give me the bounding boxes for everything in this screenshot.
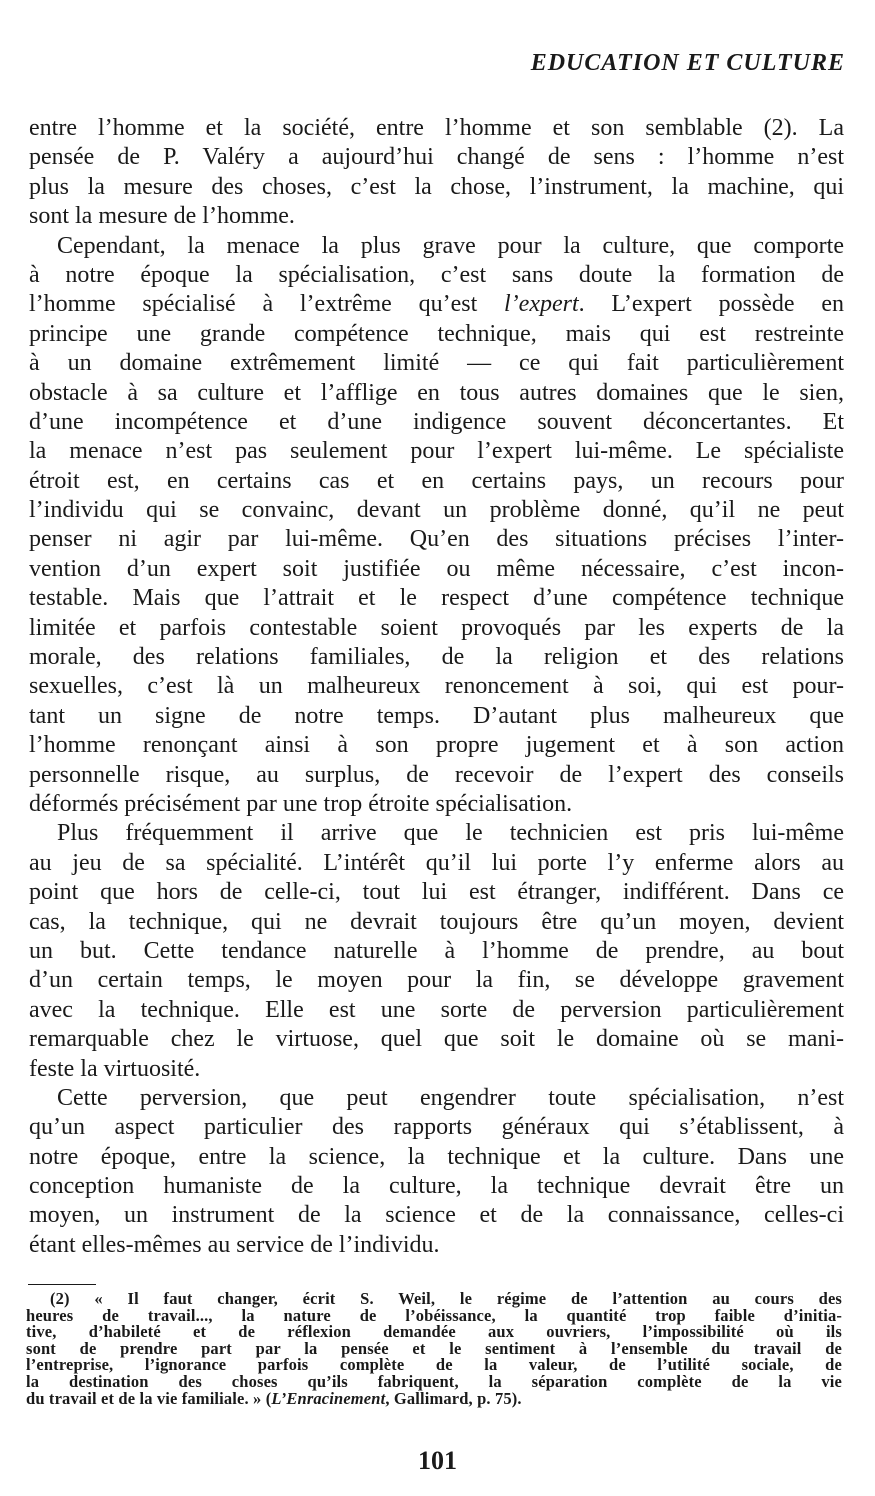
text-line: l’homme spécialisé à l’extrême qu’est l’expert. L’expert possède en [29, 291, 844, 318]
text-line: un but. Cette tendance naturelle à l’homme de prendre, au bout [29, 937, 844, 964]
text-line: la menace n’est pas seulement pour l’expert lui-même. Le spécialiste [29, 438, 844, 465]
footnote-line: tive, d’habileté et de réflexion demandée aux ouvriers, l’impossibilité où ils [26, 1322, 842, 1342]
text-line: pensée de P. Valéry a aujourd’hui changé de sens : l’homme n’est [29, 144, 844, 171]
text-line: principe une grande compétence technique, mais qui est restreinte [29, 320, 844, 347]
text-line: Cette perversion, que peut engendrer toute spécialisation, n’est [57, 1084, 844, 1111]
text-line: limitée et parfois contestable soient provoqués par les experts de la [29, 614, 844, 641]
text-line: sexuelles, c’est là un malheureux renoncement à soi, qui est pour- [29, 673, 844, 700]
footnote-line: l’entreprise, l’ignorance parfois complète de la valeur, de l’utilité sociale, de [26, 1355, 842, 1375]
footnote-line: du travail et de la vie familiale. » (L’Enracinement, Gallimard, p. 75). [26, 1388, 522, 1408]
text-line: l’homme renonçant ainsi à son propre jugement et à son action [29, 732, 844, 759]
text-line: testable. Mais que l’attrait et le respect d’une compétence technique [29, 585, 844, 612]
text-line: à notre époque la spécialisation, c’est sans doute la formation de [29, 261, 844, 288]
text-line: morale, des relations familiales, de la religion et des relations [29, 644, 844, 671]
footnote-line: sont de prendre part par la pensée et le sentiment à l’ensemble du travail de [26, 1338, 842, 1358]
text-line: vention d’un expert soit justifiée ou même nécessaire, c’est incon- [29, 555, 844, 582]
text-line: plus la mesure des choses, c’est la chose, l’instrument, la machine, qui [29, 173, 844, 200]
text-line: Plus fréquemment il arrive que le technicien est pris lui-même [57, 820, 844, 847]
footnote-line: heures de travail..., la nature de l’obéissance, la quantité trop faible d’initia- [26, 1305, 842, 1325]
text-line: notre époque, entre la science, la technique et la culture. Dans une [29, 1143, 844, 1170]
text-line: cas, la technique, qui ne devrait toujours être qu’un moyen, devient [29, 908, 844, 935]
text-line: qu’un aspect particulier des rapports généraux qui s’établissent, à [29, 1114, 844, 1141]
footnote-line: la destination des choses qu’ils fabriquent, la séparation complète de la vie [26, 1371, 842, 1391]
text-line: feste la virtuosité. [29, 1055, 201, 1082]
text-line: étant elles-mêmes au service de l’individu. [29, 1231, 440, 1258]
main-text [29, 114, 844, 1260]
text-line: l’individu qui se convainc, devant un problème donné, qu’il ne peut [29, 497, 844, 524]
text-line: personnelle risque, au surplus, de recevoir de l’expert des conseils [29, 761, 844, 788]
text-line: au jeu de sa spécialité. L’intérêt qu’il lui porte l’y enferme alors au [29, 849, 844, 876]
text-line: point que hors de celle-ci, tout lui est étranger, indifférent. Dans ce [29, 879, 844, 906]
footnote-line: (2) « Il faut changer, écrit S. Weil, le régime de l’attention au cours des [50, 1289, 842, 1308]
text-line: tant un signe de notre temps. D’autant plus malheureux que [29, 702, 844, 729]
text-line: d’une incompétence et d’une indigence souvent déconcertantes. Et [29, 408, 844, 435]
text-line: remarquable chez le virtuose, quel que soit le domaine où se mani- [29, 1026, 844, 1053]
text-line: d’un certain temps, le moyen pour la fin, se développe gravement [29, 967, 844, 994]
running-header: EDUCATION ET CULTURE [530, 50, 845, 76]
text-line: Cependant, la menace la plus grave pour la culture, que comporte [57, 232, 844, 259]
text-line: penser ni agir par lui-même. Qu’en des situations précises l’inter- [29, 526, 844, 553]
text-line: conception humaniste de la culture, la technique devrait être un [29, 1173, 844, 1200]
text-line: à un domaine extrêmement limité — ce qui fait particulièrement [29, 350, 844, 377]
text-line: avec la technique. Elle est une sorte de perversion particulièrement [29, 996, 844, 1023]
text-line: obstacle à sa culture et l’afflige en tous autres domaines que le sien, [29, 379, 844, 406]
text-line: entre l’homme et la société, entre l’homme et son semblable (2). La [29, 115, 844, 141]
text-line: moyen, un instrument de la science et de la connaissance, celles-ci [29, 1202, 844, 1229]
footnote-separator [28, 1284, 96, 1285]
footnote [26, 1291, 842, 1407]
text-line: déformés précisément par une trop étroite spécialisation. [29, 790, 573, 817]
page-number: 101 [418, 1446, 457, 1475]
text-line: étroit est, en certains cas et en certains pays, un recours pour [29, 467, 844, 494]
text-line: sont la mesure de l’homme. [29, 203, 295, 230]
